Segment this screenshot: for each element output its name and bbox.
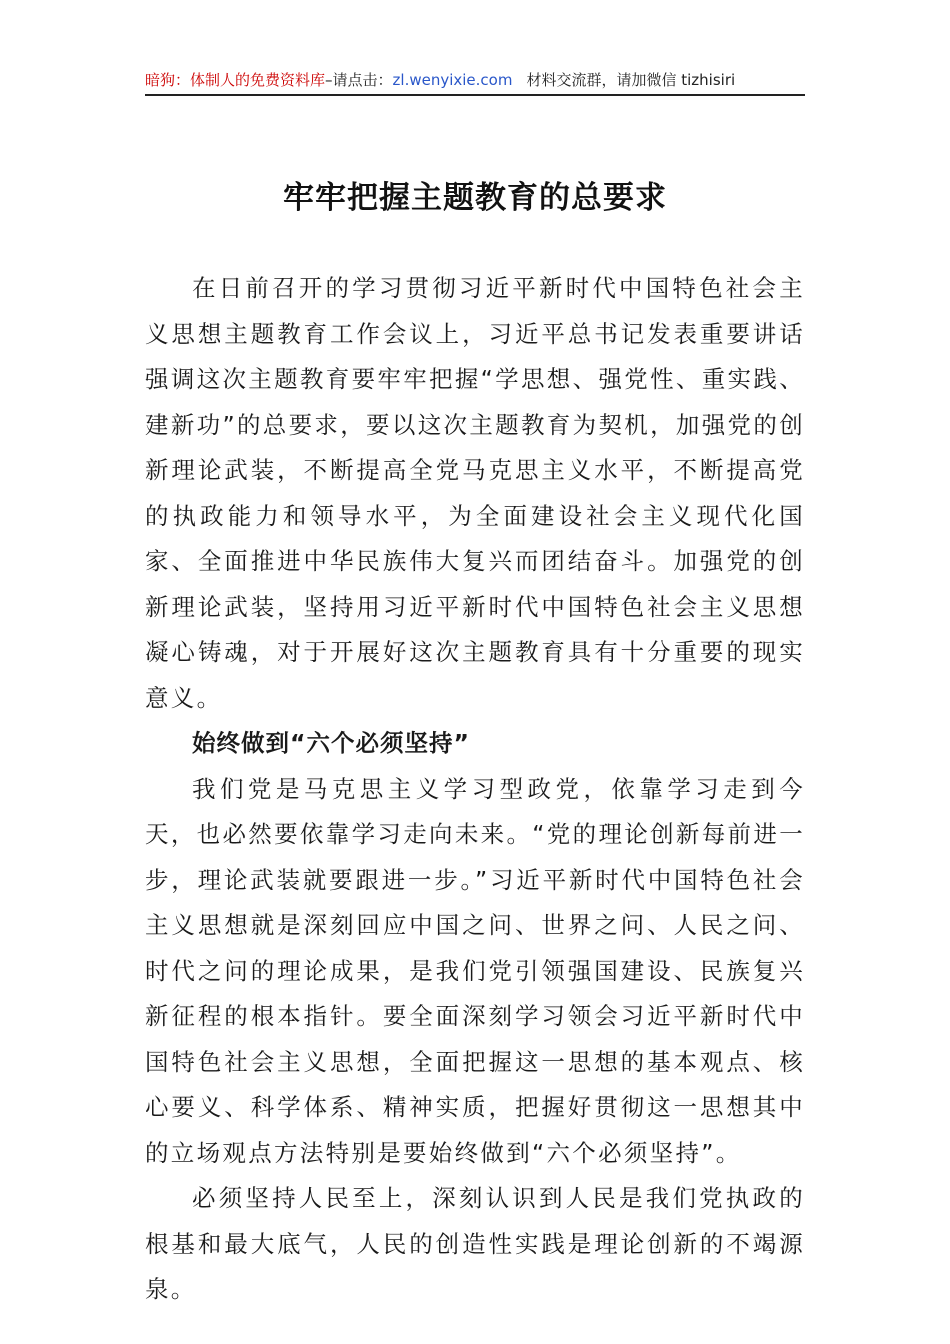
- section-heading: 始终做到“六个必须坚持”: [192, 729, 470, 757]
- document-title: 牢牢把握主题教育的总要求: [283, 180, 667, 216]
- paragraph-people-first: 必须坚持人民至上，深刻认识到人民是我们党执政的根基和最大底气，人民的创造性实践是理论创新的不竭源泉。: [145, 1184, 805, 1303]
- header-click-text: –请点击：: [325, 71, 393, 89]
- paragraph-study: 我们党是马克思主义学习型政党，依靠学习走到今天，也必然要依靠学习走向未来。“党的理论创新每前进一步，理论武装就要跟进一步。”习近平新时代中国特色社会主义思想就是深刻回应中国之问、世界之问、人民之问、时代之问的理论成果，是我们党引领强国建设、民族复兴新征程的根本指针。要全面深刻学习领会习近平新时代中国特色社会主义思想，全面把握这一思想的基本观点、核心要义、科学体系、精神实质，把握好贯彻这一思想其中的立场观点方法特别是要始终做到“六个必须坚持”。: [145, 774, 805, 1167]
- header-brand: 暗狗：体制人的免费资料库: [145, 71, 326, 89]
- document-body: [145, 266, 805, 1313]
- paragraph-intro: 在日前召开的学习贯彻习近平新时代中国特色社会主义思想主题教育工作会议上，习近平总书记发表重要讲话强调这次主题教育要牢牢把握“学思想、强党性、重实践、建新功”的总要求，要以这次主题教育为契机，加强党的创新理论武装，不断提高全党马克思主义水平，不断提高党的执政能力和领导水平，为全面建设社会主义现代化国家、全面推进中华民族伟大复兴而团结奋斗。加强党的创新理论武装，坚持用习近平新时代中国特色社会主义思想凝心铸魂，对于开展好这次主题教育具有十分重要的现实意义。: [145, 274, 805, 712]
- page-header: [145, 66, 805, 96]
- header-group-text: 材料交流群，请加微信 tizhisiri: [526, 71, 736, 89]
- header-url-link[interactable]: zl.wenyixie.com: [392, 71, 513, 89]
